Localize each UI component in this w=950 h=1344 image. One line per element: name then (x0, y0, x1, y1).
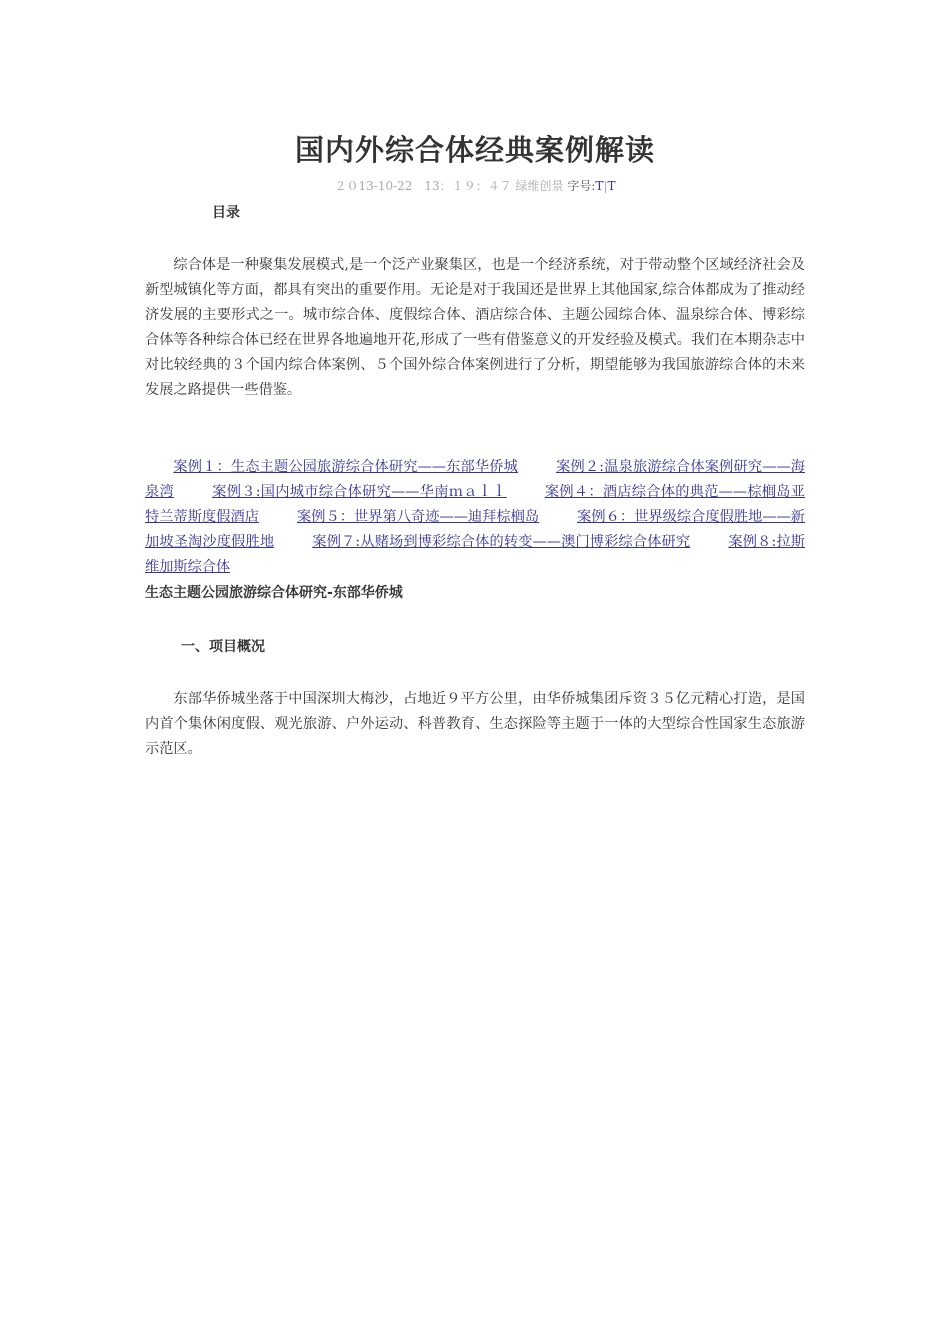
article-meta (0, 177, 950, 194)
body-paragraph: 东部华侨城坐落于中国深圳大梅沙，占地近９平方公里，由华侨城集团斥资３５亿元精心打造，是国内首个集休闲度假、观光旅游、户外运动、科普教育、生态探险等主题于一体的大型综合性国家生态旅游示范区。 (145, 691, 805, 757)
font-size-large-link[interactable]: T (607, 179, 616, 193)
case-link-1[interactable]: 案例１：生态主题公园旅游综合体研究——东部华侨城 (173, 459, 518, 475)
font-size-separator: | (603, 179, 608, 193)
case-link-7[interactable]: 案例７:从赌场到博彩综合体的转变——澳门博彩综合体研究 (312, 534, 691, 550)
section-heading: 生态主题公园旅游综合体研究-东部华侨城 (145, 585, 403, 601)
case-link-4[interactable]: 案例４：酒店综合体的典范——棕榈岛亚特兰蒂斯度假酒店 (145, 484, 805, 525)
font-size-small-link[interactable]: T (595, 179, 604, 193)
page-title: 国内外综合体经典案例解读 (294, 133, 655, 167)
case-link-8[interactable]: 案例８:拉斯维加斯综合体 (145, 534, 805, 575)
case-link-6[interactable]: 案例６：世界级综合度假胜地——新加坡圣淘沙度假胜地 (145, 509, 805, 550)
case-link-2[interactable]: 案例２:温泉旅游综合体案例研究——海泉湾 (145, 459, 805, 500)
toc-heading: 目录 (212, 205, 240, 221)
source-name: 绿维创景 (515, 179, 564, 193)
font-size-label: 字号: (567, 179, 596, 193)
intro-paragraph: 综合体是一种聚集发展模式,是一个泛产业聚集区，也是一个经济系统，对于带动整个区域经济社会及新型城镇化等方面，都具有突出的重要作用。无论是对于我国还是世界上其他国家,综合体都成为了推动经济发展的主要形式之一。城市综合体、度假综合体、酒店综合体、主题公园综合体、温泉综合体、博彩综合体等各种综合体已经在世界各地遍地开花,形成了一些有借鉴意义的开发经验及模式。我们在本期杂志中对比较经典的３个国内综合体案例、５个国外综合体案例进行了分析，期望能够为我国旅游综合体的未来发展之路提供一些借鉴。 (145, 257, 805, 398)
publish-datetime: ２０13-10-22 13：１９：４７ (334, 179, 512, 193)
case-link-3[interactable]: 案例３:国内城市综合体研究——华南ｍａｌｌ (211, 484, 507, 500)
case-links (145, 455, 805, 580)
sub-heading: 一、项目概况 (181, 639, 265, 655)
case-link-5[interactable]: 案例５：世界第八奇迹——迪拜棕榈岛 (296, 509, 540, 525)
